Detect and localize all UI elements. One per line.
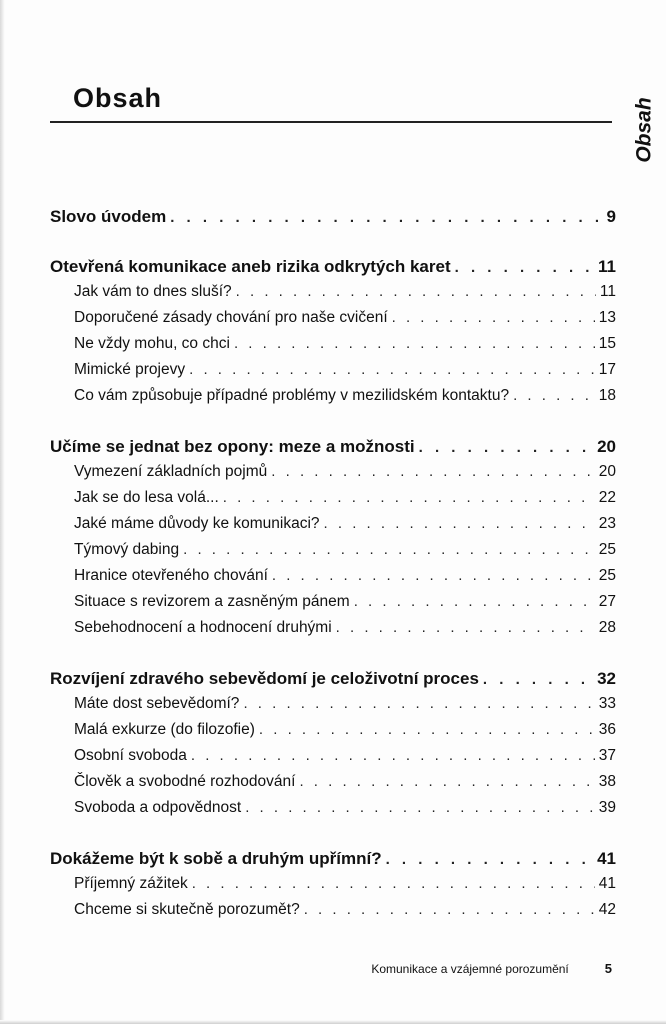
- toc-entry-page: 15: [598, 335, 616, 352]
- toc-entry-page: 28: [598, 619, 616, 636]
- toc-entry-title: Ne vždy mohu, co chci: [74, 335, 230, 352]
- toc-entry-title: Jaké máme důvody ke komunikaci?: [74, 515, 320, 532]
- toc-entry-page: 38: [598, 773, 616, 790]
- toc-entry-page: 18: [598, 387, 616, 404]
- toc-entry: [50, 283, 616, 309]
- toc-entry: [50, 773, 616, 799]
- toc-entry-title: Jak se do lesa volá...: [74, 489, 219, 506]
- toc-entry: [50, 901, 616, 927]
- side-tab-label: Obsah: [633, 97, 657, 163]
- toc-entry: [50, 799, 616, 825]
- toc-entry: [50, 309, 616, 335]
- toc-entry-title: Svoboda a odpovědnost: [74, 799, 242, 816]
- dot-leader: [483, 671, 593, 688]
- toc-chapter-title: Učíme se jednat bez opony: meze a možnosti: [50, 437, 415, 456]
- dot-leader: [419, 439, 593, 456]
- toc-entry-page: 17: [598, 361, 616, 378]
- toc-chapter-page: 32: [597, 669, 616, 688]
- toc-entry-title: Mimické projevy: [74, 361, 186, 378]
- toc-entry-page: 25: [598, 567, 616, 584]
- toc-chapter: [50, 849, 616, 875]
- toc-entry-title: Doporučené zásady chování pro naše cvičení: [74, 309, 388, 326]
- page-title: Obsah: [73, 83, 163, 113]
- toc-entry-title: Situace s revizorem a zasněným pánem: [74, 593, 350, 610]
- toc-entry: [50, 541, 616, 567]
- toc-entry: [50, 463, 616, 489]
- toc-entry-page: 27: [598, 593, 616, 610]
- toc-entry: [50, 619, 616, 645]
- toc-entry: [50, 747, 616, 773]
- dot-leader: [183, 541, 595, 558]
- toc-entry-page: 41: [598, 875, 616, 892]
- dot-leader: [234, 335, 595, 352]
- footer-page-number: 5: [604, 961, 612, 976]
- toc-entry: [50, 593, 616, 619]
- toc-entry-title: Malá exkurze (do filozofie): [74, 721, 255, 738]
- dot-leader: [392, 309, 595, 326]
- dot-leader: [259, 721, 595, 738]
- footer-book-title: Komunikace a vzájemné porozumění: [371, 962, 569, 976]
- dot-leader: [245, 799, 595, 816]
- dot-leader: [170, 209, 602, 226]
- toc-entry-title: Příjemný zážitek: [74, 875, 188, 892]
- toc-entry-page: 23: [598, 515, 616, 532]
- dot-leader: [272, 567, 595, 584]
- toc-entry: [50, 387, 616, 413]
- toc-entry-page: 13: [598, 309, 616, 326]
- toc-entry-title: Co vám způsobuje případné problémy v mezilidském kontaktu?: [74, 387, 510, 404]
- scan-edge: [0, 1020, 666, 1024]
- toc-entry: [50, 567, 616, 593]
- toc-entry-title: Vymezení základních pojmů: [74, 463, 268, 480]
- dot-leader: [243, 695, 594, 712]
- dot-leader: [191, 747, 595, 764]
- toc-entry: [50, 335, 616, 361]
- dot-leader: [223, 489, 595, 506]
- toc-entry-page: 33: [598, 695, 616, 712]
- toc-entry-page: 20: [598, 463, 616, 480]
- toc-entry: [50, 489, 616, 515]
- toc-chapter-page: 41: [597, 849, 616, 868]
- toc-chapter: [50, 437, 616, 463]
- toc-chapter: [50, 207, 616, 233]
- toc-entry: [50, 875, 616, 901]
- dot-leader: [324, 515, 595, 532]
- dot-leader: [299, 773, 594, 790]
- side-tab: [630, 75, 660, 185]
- toc-chapter: [50, 257, 616, 283]
- toc-chapter-title: Rozvíjení zdravého sebevědomí je celoživotní proces: [50, 669, 479, 688]
- toc-entry-title: Jak vám to dnes sluší?: [74, 283, 232, 300]
- dot-leader: [336, 619, 595, 636]
- scan-edge: [0, 0, 5, 1024]
- toc-chapter-page: 20: [597, 437, 616, 456]
- dot-leader: [271, 463, 594, 480]
- toc-entry-page: 36: [598, 721, 616, 738]
- toc-chapter: [50, 669, 616, 695]
- toc-chapter-title: Slovo úvodem: [50, 207, 167, 226]
- toc-entry-page: 37: [598, 747, 616, 764]
- dot-leader: [236, 283, 596, 300]
- toc-chapter-page: 11: [598, 257, 616, 276]
- toc-entry-title: Sebehodnocení a hodnocení druhými: [74, 619, 332, 636]
- toc-entry-page: 25: [598, 541, 616, 558]
- dot-leader: [189, 361, 595, 378]
- toc-entry-title: Týmový dabing: [74, 541, 180, 558]
- toc-entry-page: 11: [599, 283, 616, 300]
- table-of-contents: [50, 207, 616, 927]
- toc-entry-page: 22: [598, 489, 616, 506]
- toc-chapter-title: Otevřená komunikace aneb rizika odkrytých karet: [50, 257, 451, 276]
- toc-entry: [50, 721, 616, 747]
- page-footer: [0, 961, 612, 976]
- toc-chapter-title: Dokážeme být k sobě a druhým upřímní?: [50, 849, 382, 868]
- toc-entry-title: Chceme si skutečně porozumět?: [74, 901, 300, 918]
- dot-leader: [513, 387, 595, 404]
- toc-entry-title: Hranice otevřeného chování: [74, 567, 268, 584]
- toc-entry: [50, 695, 616, 721]
- toc-entry: [50, 361, 616, 387]
- toc-entry-title: Máte dost sebevědomí?: [74, 695, 240, 712]
- toc-entry-title: Osobní svoboda: [74, 747, 187, 764]
- toc-entry-title: Člověk a svobodné rozhodování: [74, 773, 296, 790]
- dot-leader: [386, 851, 594, 868]
- toc-entry-page: 39: [598, 799, 616, 816]
- dot-leader: [304, 901, 595, 918]
- toc-entry-page: 42: [598, 901, 616, 918]
- title-rule: [50, 121, 612, 123]
- toc-chapter-page: 9: [606, 207, 616, 226]
- toc-entry: [50, 515, 616, 541]
- dot-leader: [192, 875, 595, 892]
- dot-leader: [455, 259, 594, 276]
- dot-leader: [354, 593, 595, 610]
